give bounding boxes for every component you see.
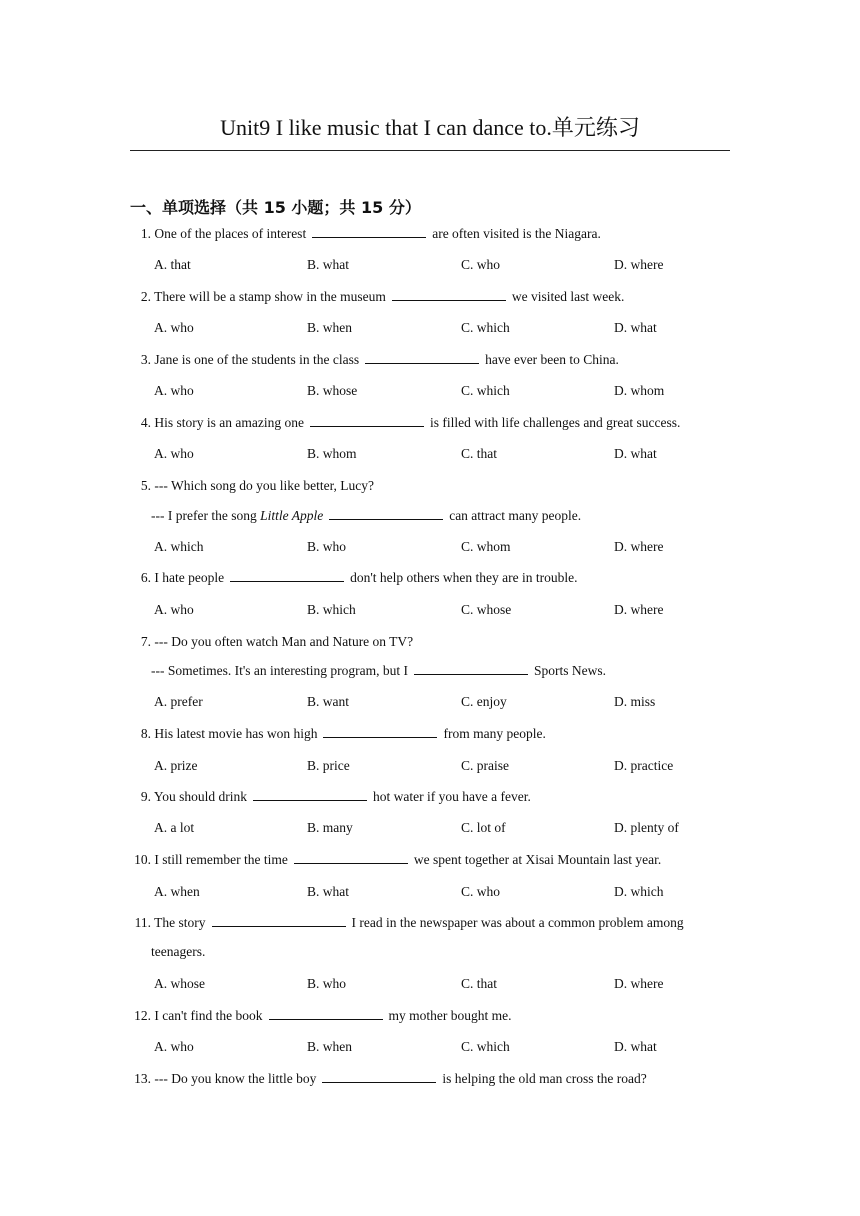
page-title: Unit9 I like music that I can dance to.单元练习 xyxy=(220,115,640,140)
question-text: The story xyxy=(154,915,206,930)
question-5-line-2 xyxy=(151,506,581,526)
question-text: is filled with life challenges and great success. xyxy=(429,415,681,430)
question-text: --- Do you know the little boy xyxy=(154,1071,317,1086)
option-d: D. whom xyxy=(614,383,665,398)
question-text: --- I prefer the song xyxy=(151,508,257,523)
question-7-line-2 xyxy=(151,661,606,681)
option-c: C. whose xyxy=(461,602,512,617)
option-c: C. which xyxy=(461,1039,510,1054)
option-b: B. who xyxy=(307,976,347,991)
option-b: B. who xyxy=(307,539,347,554)
answer-blank xyxy=(310,414,424,427)
option-c: C. who xyxy=(461,257,501,272)
question-3 xyxy=(130,350,732,370)
question-number: 11. xyxy=(134,915,151,930)
question-text: I hate people xyxy=(154,570,225,585)
option-b: B. what xyxy=(307,884,349,899)
option-d: D. plenty of xyxy=(614,820,679,835)
option-b: B. price xyxy=(307,758,350,773)
option-b: B. whom xyxy=(307,446,357,461)
answer-blank xyxy=(230,569,344,582)
question-text: Sports News. xyxy=(534,663,607,678)
question-text: my mother bought me. xyxy=(388,1008,512,1023)
answer-blank xyxy=(294,851,408,864)
question-text: His latest movie has won high xyxy=(154,726,318,741)
question-text: hot water if you have a fever. xyxy=(373,789,531,804)
question-text: --- Sometimes. It's an interesting program, but I xyxy=(151,663,409,678)
option-c: C. lot of xyxy=(461,820,506,835)
option-c: C. who xyxy=(461,884,501,899)
question-text: --- Which song do you like better, Lucy? xyxy=(154,478,375,493)
option-c: C. that xyxy=(461,976,497,991)
answer-blank xyxy=(312,225,426,238)
option-b: B. what xyxy=(307,257,349,272)
question-text: we spent together at Xisai Mountain last year. xyxy=(413,852,662,867)
question-text: we visited last week. xyxy=(511,289,625,304)
answer-blank xyxy=(323,725,437,738)
question-text: His story is an amazing one xyxy=(154,415,304,430)
question-text: Jane is one of the students in the class xyxy=(154,352,360,367)
option-c: C. praise xyxy=(461,758,509,773)
option-b: B. want xyxy=(307,694,349,709)
option-d: D. what xyxy=(614,446,657,461)
option-a: A. who xyxy=(154,1039,194,1054)
question-number: 10. xyxy=(134,852,151,867)
question-text: I still remember the time xyxy=(154,852,288,867)
option-a: A. which xyxy=(154,539,204,554)
option-a: A. who xyxy=(154,383,194,398)
question-number: 4. xyxy=(140,415,151,430)
option-a: A. that xyxy=(154,257,191,272)
question-number: 2. xyxy=(140,289,151,304)
question-5 xyxy=(130,476,732,496)
question-text: is helping the old man cross the road? xyxy=(442,1071,647,1086)
option-b: B. when xyxy=(307,1039,352,1054)
option-d: D. miss xyxy=(614,694,656,709)
option-b: B. when xyxy=(307,320,352,335)
question-12 xyxy=(130,1006,732,1026)
question-text: from many people. xyxy=(443,726,546,741)
answer-blank xyxy=(212,914,346,927)
answer-blank xyxy=(322,1070,436,1083)
question-text: can attract many people. xyxy=(449,508,582,523)
option-a: A. prefer xyxy=(154,694,203,709)
question-number: 12. xyxy=(134,1008,151,1023)
answer-blank xyxy=(392,288,506,301)
question-8 xyxy=(130,724,732,744)
answer-blank xyxy=(365,351,479,364)
question-2 xyxy=(130,287,732,307)
option-c: C. that xyxy=(461,446,497,461)
option-a: A. whose xyxy=(154,976,205,991)
option-d: D. which xyxy=(614,884,664,899)
question-4 xyxy=(130,413,732,433)
answer-blank xyxy=(414,662,528,675)
option-d: D. what xyxy=(614,1039,657,1054)
question-10 xyxy=(130,850,732,870)
option-d: D. practice xyxy=(614,758,674,773)
question-text: There will be a stamp show in the museum xyxy=(154,289,386,304)
question-number: 7. xyxy=(140,634,151,649)
option-d: D. where xyxy=(614,602,664,617)
question-text: I can't find the book xyxy=(154,1008,263,1023)
question-text: have ever been to China. xyxy=(485,352,619,367)
question-text: --- Do you often watch Man and Nature on TV? xyxy=(154,634,414,649)
question-11 xyxy=(130,913,732,933)
question-7 xyxy=(130,632,732,652)
question-6 xyxy=(130,568,732,588)
question-9 xyxy=(130,787,732,807)
option-d: D. what xyxy=(614,320,657,335)
title-underline xyxy=(130,150,730,151)
question-11-continuation: teenagers. xyxy=(151,944,206,959)
answer-blank xyxy=(329,507,443,520)
question-number: 3. xyxy=(140,352,151,367)
question-number: 6. xyxy=(140,570,151,585)
option-a: A. a lot xyxy=(154,820,195,835)
question-number: 5. xyxy=(140,478,151,493)
section-heading: 一、单项选择（共 15 小题；共 15 分） xyxy=(130,198,421,217)
question-text: I read in the newspaper was about a common problem among xyxy=(351,915,684,930)
answer-blank xyxy=(253,788,367,801)
question-number: 8. xyxy=(140,726,151,741)
option-b: B. which xyxy=(307,602,356,617)
question-text: One of the places of interest xyxy=(154,226,307,241)
option-b: B. whose xyxy=(307,383,358,398)
question-number: 9. xyxy=(140,789,151,804)
option-d: D. where xyxy=(614,976,664,991)
option-a: A. who xyxy=(154,446,194,461)
option-d: D. where xyxy=(614,539,664,554)
question-text: You should drink xyxy=(153,789,248,804)
option-b: B. many xyxy=(307,820,353,835)
question-text: don't help others when they are in trouble. xyxy=(350,570,578,585)
option-d: D. where xyxy=(614,257,664,272)
option-c: C. enjoy xyxy=(461,694,507,709)
answer-blank xyxy=(269,1007,383,1020)
option-c: C. which xyxy=(461,320,510,335)
question-1 xyxy=(130,224,732,244)
option-a: A. when xyxy=(154,884,200,899)
option-a: A. who xyxy=(154,320,194,335)
option-c: C. which xyxy=(461,383,510,398)
question-number: 13. xyxy=(134,1071,151,1086)
option-c: C. whom xyxy=(461,539,511,554)
option-a: A. prize xyxy=(154,758,198,773)
question-13 xyxy=(130,1069,732,1089)
option-a: A. who xyxy=(154,602,194,617)
song-title: Little Apple xyxy=(260,508,324,523)
question-text: are often visited is the Niagara. xyxy=(432,226,601,241)
question-number: 1. xyxy=(140,226,151,241)
